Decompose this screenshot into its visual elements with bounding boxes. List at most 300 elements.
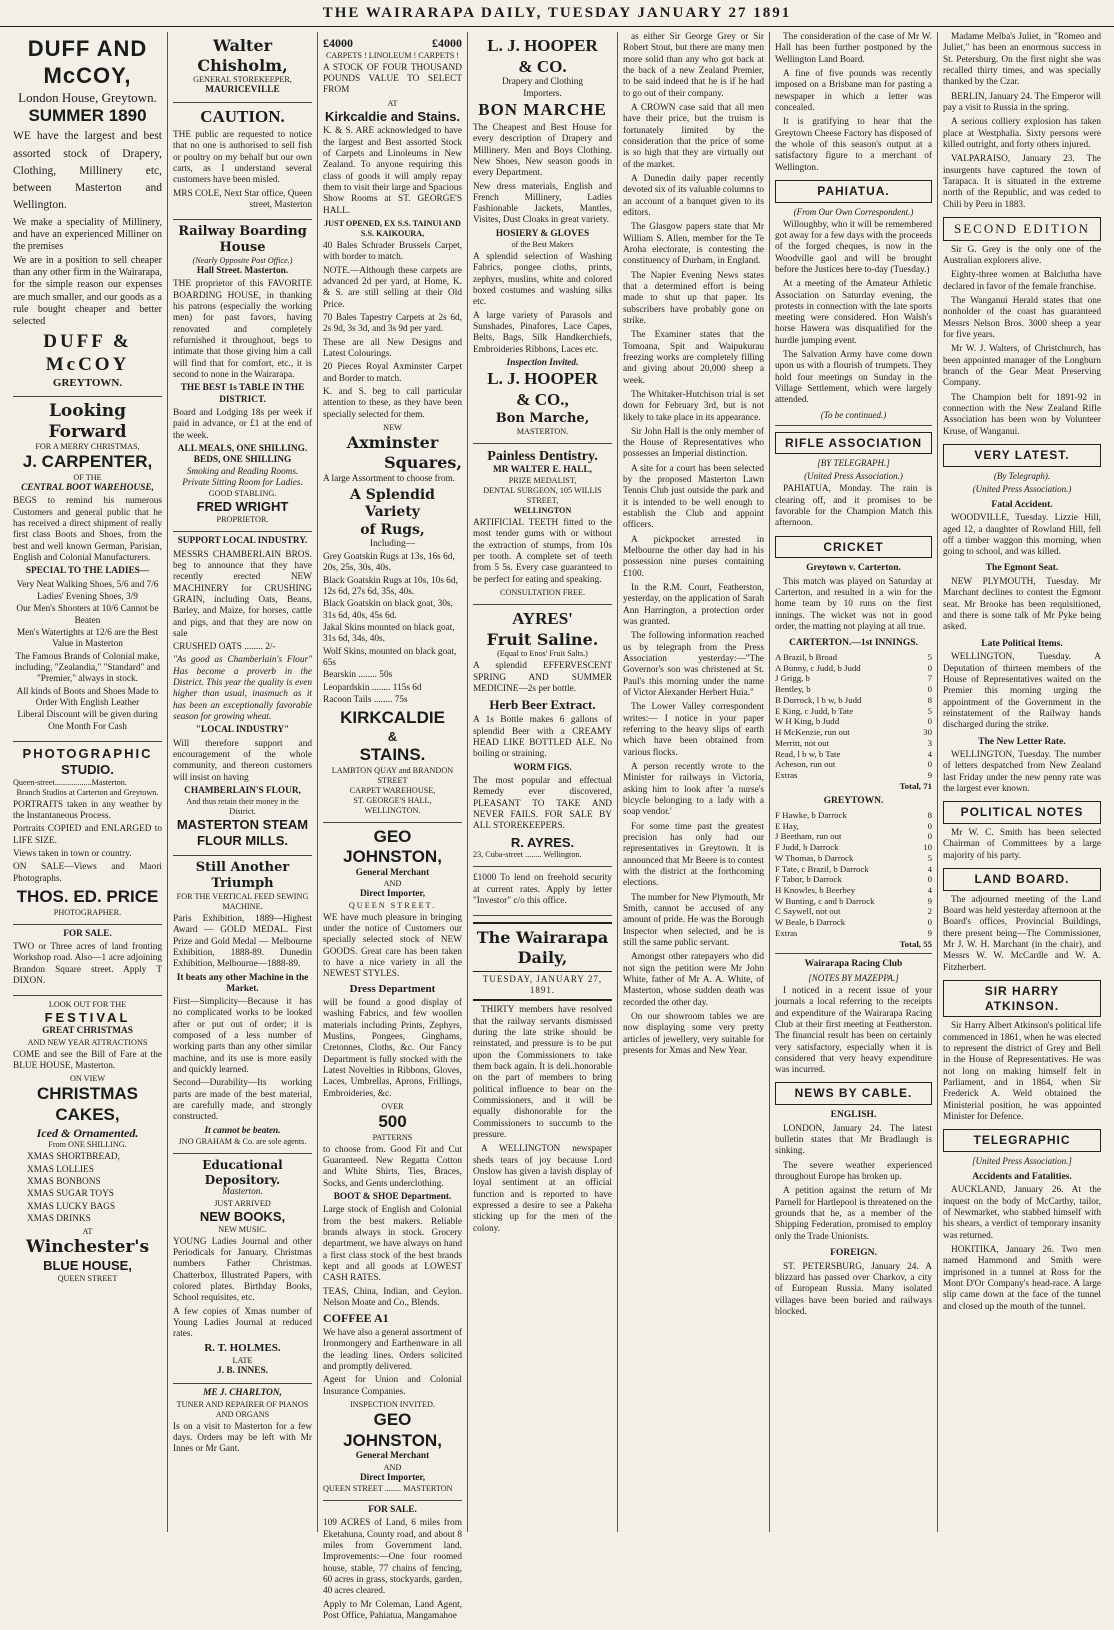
special-line: Very Neat Walking Shoes, 5/6 and 7/6 xyxy=(16,579,159,590)
score-row xyxy=(775,770,932,781)
including: Including— xyxy=(370,538,415,549)
ayres-ad xyxy=(473,605,612,867)
blue-house: BLUE HOUSE, xyxy=(43,1258,132,1274)
news-paragraph: At a meeting of the Amateur Athletic Association on Saturday evening, the protests in connection with the late sports meeting were considered. Hon Walsh's horse Hawera was disqualified for the hurdle jumping event. xyxy=(775,279,932,346)
hosiery: HOSIERY & GLOVES xyxy=(495,228,590,239)
xmas-item: XMAS BONBONS xyxy=(27,1177,101,1188)
runs: 8 xyxy=(927,694,932,705)
batsman: J Beetham, run out xyxy=(775,831,842,842)
duff-paragraph-3: We are in a position to sell cheaper than any other firm in the Wairarapa, for the simple reason our expenses are much smaller, and our goods as a rule bought cheaper and better selected xyxy=(13,255,162,327)
masterton: MASTERTON. xyxy=(516,426,569,436)
very-latest-upa: (United Press Association.) xyxy=(972,483,1072,494)
consultation: CONSULTATION FREE. xyxy=(499,588,585,598)
greytown-head: GREYTOWN. xyxy=(823,796,884,807)
teas: TEAS, China, Indian, and Ceylon. Nelson Moate and Co., Blends. xyxy=(323,1286,462,1308)
xmas-item: XMAS SHORTBREAD, xyxy=(27,1152,120,1163)
score-row xyxy=(775,749,932,760)
geo-and: AND xyxy=(383,879,402,889)
news-paragraph: Mr W. C. Smith has been selected Chairman of Committees by a large majority of his party. xyxy=(943,828,1101,861)
runs: 0 xyxy=(927,662,932,673)
price-right: £4000 xyxy=(432,36,462,50)
beats: It beats any other Machine in the Market. xyxy=(176,972,309,994)
chisholm-ad xyxy=(173,32,312,103)
geo-name: GEO JOHNSTON, xyxy=(343,826,442,867)
score-row xyxy=(775,716,932,727)
xmas-item: XMAS SUGAR TOYS xyxy=(27,1189,114,1200)
rifle-heading: RIFLE ASSOCIATION xyxy=(775,432,932,455)
newletter-heading: The New Letter Rate. xyxy=(978,736,1066,747)
bon-paragraph: The Cheapest and Best House for every description of Drapery and Millinery. Men and Boys Clothing. New Shoes, New season goods in every Department. xyxy=(473,122,612,179)
cannot-beaten: It cannot be beaten. xyxy=(204,1125,281,1136)
at-label: AT xyxy=(387,98,398,108)
news-paragraph: A petition against the return of Mr Parnell for Hartlepool is threatened on the grounds that he, as a member of the Shipping Federation, promised to employ only the Trade Unionists. xyxy=(775,1186,932,1242)
news-paragraph: A site for a court has been selected by the proposed Masterton Lawn Tennis Club just outside the park and it is intended to be well enough to establish the Club and appoint officers. xyxy=(623,463,764,531)
dress-dept: Dress Department xyxy=(349,982,436,995)
splendid-2: of Rugs, xyxy=(360,521,425,538)
batsman: F Judd, b Darrock xyxy=(775,842,839,853)
news-paragraph: A serious colliery explosion has taken place at Westphalia. Sixty persons were killed outright, and forty others injured. xyxy=(943,117,1101,150)
beats-paragraph: First—Simplicity—Because it has no complicated works to be looked after or put out of order; it is composed of a less number of working parts than any other similar machine, and its use is more easily and quickly learned. xyxy=(173,997,312,1076)
score-row xyxy=(775,917,932,928)
batsman: Extras xyxy=(775,927,798,938)
lend-paragraph: £1000 To lend on freehold security at current rates. Apply by letter "Investor" c/o this office. xyxy=(473,873,612,907)
foreign-heading: FOREIGN. xyxy=(830,1247,877,1258)
racing-heading: Wairarapa Racing Club xyxy=(804,959,903,970)
carpenter-paragraph: BEGS to remind his numerous Customers and general public that he has received a direct shipment of really first class Boots and Shoes, from the best and well known German, Parisian, English and Colonial Manufacturers. xyxy=(13,496,162,564)
news-paragraph: The Glasgow papers state that Mr William S. Allen, member for the Te Aroha electorate, is contesting the constituency of Durham, in England. xyxy=(623,222,764,267)
special-line: Liberal Discount will be given during One Month For Cash xyxy=(17,710,158,732)
runs: 4 xyxy=(927,885,932,895)
rug-item: Leopardskin ........ 115s 6d xyxy=(323,682,422,693)
batsman: B Dorrock, l b w, b Judd xyxy=(775,694,862,705)
batsman: C Saywell, not out xyxy=(775,906,841,917)
caution-signature: MRS COLE, Next Star office, Queen street, Masterton xyxy=(173,188,312,211)
runs: 7 xyxy=(927,673,932,684)
worm-figs: WORM FIGS. xyxy=(513,762,572,773)
duff-title: DUFF AND McCOY, xyxy=(27,36,148,88)
column-4 xyxy=(468,32,618,1532)
drapery: Drapery and Clothing xyxy=(501,77,584,88)
looking-forward: Looking Forward xyxy=(48,400,127,442)
hooper2-co: & CO., xyxy=(516,390,569,410)
boot-dept: BOOT & SHOE Department. xyxy=(333,1192,452,1203)
runs: 5 xyxy=(927,852,932,863)
cricket-heading: CRICKET xyxy=(775,536,932,559)
batsman: Extras xyxy=(775,769,798,780)
new-year: AND NEW YEAR ATTRACTIONS xyxy=(27,1037,148,1047)
batsman: A Bunny, c Judd, b Judd xyxy=(775,662,861,673)
special-line: Men's Watertights at 12/6 are the Best Value in Masterton xyxy=(16,628,159,650)
mills-1: MASTERTON STEAM xyxy=(176,817,309,833)
still-triumph: Still Another Triumph xyxy=(195,860,290,891)
batsman: Merritt, not out xyxy=(775,737,829,748)
railway-ad xyxy=(173,220,312,532)
dentistry-ad xyxy=(473,444,612,605)
score-row xyxy=(775,727,932,738)
young-paragraph: YOUNG Ladies Journal and other Periodicals for January. Christmas numbers Father Christmas. Chatterbox, Illustrated Papers, with colored plates. Birthday Books, School requisites, etc. xyxy=(173,1236,312,1304)
festival: FESTIVAL xyxy=(44,1010,131,1026)
runs: 0 xyxy=(927,684,932,695)
news-paragraph: LONDON, January 24. The latest bulletin states that Mr Bradlaugh is sinking. xyxy=(775,1123,932,1157)
winchester: Winchester's xyxy=(25,1237,150,1258)
english-heading: ENGLISH. xyxy=(830,1110,877,1121)
coffee-paragraph: We have also a general assortment of Ironmongery and Earthenware in all the leading lines. Orders solicited and promptly delivered. xyxy=(323,1327,462,1372)
caution-heading: CAUTION. xyxy=(200,107,285,127)
foreign-article xyxy=(775,1262,932,1319)
geo2-name: GEO JOHNSTON, xyxy=(343,1409,442,1450)
photo-p1: PORTRAITS taken in any weather by the Instantaneous Process. xyxy=(13,799,162,822)
equal: (Equal to Enos' Fruit Salts.) xyxy=(497,649,588,659)
score-row xyxy=(775,885,932,896)
batsman: H Knowles, b Beerbey xyxy=(775,885,856,895)
geo-queen: QUEEN STREET. xyxy=(348,900,437,910)
score-row xyxy=(775,759,932,770)
caution-paragraph: THE public are requested to notice that no one is authorised to sell fish or poultry on my behalf but our own carts, as I understand several customers have been misled. xyxy=(173,130,312,186)
price-name: THOS. ED. PRICE xyxy=(16,887,159,907)
charlton-name: ME J. CHARLTON, xyxy=(203,1388,282,1399)
duff-paragraph-2: We make a speciality of Millinery, and have an experienced Milliner on the premises xyxy=(13,216,162,252)
carpenter-name: J. CARPENTER, xyxy=(22,452,153,472)
charlton-paragraph: Is on a visit to Masterton for a few days. Orders may be left with Mr Innes or Mr Gant. xyxy=(173,1421,312,1455)
egmont-heading: The Egmont Seat. xyxy=(985,563,1059,574)
news-paragraph: HOKITIKA, January 26. Two men named Hammond and Smith were imprisoned in a tunnel at Ross for the Mont D'Or Company's head-race. A large slip came down at the face of the tunnel and closed up the mouth of the tunnel. xyxy=(943,1245,1101,1312)
wellington: WELLINGTON. xyxy=(364,805,421,815)
bon-marche: BON MARCHE xyxy=(478,100,607,120)
score-row xyxy=(775,842,932,853)
walter-town: MAURICEVILLE xyxy=(205,85,280,96)
tapestry: 70 Bales Tapestry Carpets at 2s 6d, 2s 9d, 3s 3d, and 3s 9d per yard. xyxy=(323,313,462,335)
very-latest: VERY LATEST. xyxy=(943,444,1101,467)
acres-paragraph: 109 ACRES of Land, 6 miles from Eketahuna, County road, and about 8 miles from Government land. Improvements:—One four roomed house, stable, 77 chains of fencing, 60 acres in grass, stockyards, garden, 40 acres cleared. xyxy=(323,1518,462,1597)
very-latest-tel: (By Telegraph). xyxy=(993,470,1051,481)
local-news xyxy=(623,32,764,1057)
support-paragraph: MESSRS CHAMBERLAIN BROS. beg to announce that they have recently erected NEW MACHINERY for CRUSHING GRAIN, including Oats, Beans, Barley, and Maize, for horses, cattle and pigs, and that they are now on sale xyxy=(173,549,312,639)
axminster-2: Squares, xyxy=(384,452,462,472)
cable-article xyxy=(775,1124,932,1243)
news-paragraph: Sir John Hall is the only member of the House of Representatives who possesses an Imperial distinction. xyxy=(623,426,764,460)
foreign-cont xyxy=(943,32,1101,211)
runs: 5 xyxy=(927,652,932,663)
special-ladies: SPECIAL TO THE LADIES— xyxy=(25,566,150,577)
acres-tail: Apply to Mr Coleman, Land Agent, Post Office, Pahiatua, Mangamahoe xyxy=(323,1599,462,1621)
innes: J. B. INNES. xyxy=(217,1365,268,1376)
fruit-paragraph: A splendid EFFERVESCENT SPRING AND SUMMER MEDICINE—2s per bottle. xyxy=(473,661,612,695)
edu-heading: Educational Depository. xyxy=(202,1158,283,1187)
at-label: AT xyxy=(82,1227,93,1237)
railway-meals: ALL MEALS, ONE SHILLING. BEDS, ONE SHILLING xyxy=(177,444,308,466)
walter-role: GENERAL STOREKEEPER, xyxy=(193,75,292,85)
news-paragraph: BERLIN, January 24. The Emperor will pay a visit to Russia in the spring. xyxy=(943,91,1101,113)
news-paragraph: The Napier Evening News states that a determined effort is being made to shut up that paper. Its subscribers have probably gone on strike. xyxy=(623,270,764,326)
duff-name: DUFF & McCOY xyxy=(43,331,132,376)
carpenter-ad xyxy=(13,397,162,742)
editorial-paragraph: A WELLINGTON newspaper sheds tears of joy because Lord Onslow has given a lavish display of loyal sentiment at an official function and is reported to have expressed a desire to see a Pakeha sticking up for the men of the colony. xyxy=(473,1144,612,1234)
geo2-direct: Direct Importer, xyxy=(359,1472,426,1483)
holmes: R. T. HOLMES. xyxy=(204,1342,281,1355)
photo-p4: ON SALE—Views and Maori Photographs. xyxy=(13,862,162,884)
pieces: 20 Pieces Royal Axminster Carpet and Border to match. xyxy=(323,362,462,384)
for-sale-ad xyxy=(13,925,162,997)
still-paragraph: Paris Exhibition, 1889—Highest Award — GOLD MEDAL. First Prize and Gold Medal — Melbourne Exhibition, 1888-89. Dunedin Exhibition, Melbourne—1888-89. xyxy=(173,913,312,970)
news-top xyxy=(775,32,932,174)
geo2-role: General Merchant xyxy=(355,1451,430,1462)
political-heading: Late Political Items. xyxy=(981,638,1063,649)
news-paragraph: I noticed in a recent issue of your journals a local referring to the receipts and expenditure of the Wairarapa Racing Club at their first meeting at Featherston. The financial result has been on certainly very satisfactory, especially when it is considered that very heavy expenditure was incurred. xyxy=(775,985,932,1076)
bon2: Bon Marche, xyxy=(495,410,590,426)
column-5 xyxy=(618,32,770,1532)
forsale-heading: FOR SALE. xyxy=(368,1505,417,1516)
batsman: W H King, b Judd xyxy=(775,716,840,727)
patterns: PATTERNS xyxy=(372,1132,413,1142)
photo-branch: Branch Studios at Carterton and Greytown. xyxy=(16,787,159,797)
runs: 0 xyxy=(927,820,932,831)
accidents-article xyxy=(943,1185,1101,1313)
axminster-1: Axminster xyxy=(346,433,439,453)
news-paragraph: WELLINGTON, Tuesday. The number of letters despatched from New Zealand last Friday under the new penny rate was the largest ever known. xyxy=(943,750,1101,795)
great-christmas: GREAT CHRISTMAS xyxy=(42,1026,133,1037)
batsman: W Thomas, b Darrock xyxy=(775,852,854,863)
batsman: H McKenzie, run out xyxy=(775,727,850,738)
news-paragraph: It is gratifying to hear that the Greytown Cheese Factory has disposed of the whole of this season's output at a satisfactory figure to a merchant of Wellington. xyxy=(775,117,932,173)
news-paragraph: The Wanganui Herald states that one nonholder of the coast has guaranteed Messrs Nelson Bros. 3000 sheep a year for five years. xyxy=(943,296,1101,341)
runs: 4 xyxy=(927,748,932,759)
news-paragraph: The number for New Plymouth, Mr Smith, cannot be accused of any amount of pride. He was the Borough Inspector when selected, and he is still the same public servant. xyxy=(623,892,764,948)
caution-ad xyxy=(173,103,312,220)
batsman: Read, l b w, b Tate xyxy=(775,748,841,759)
egmont-article xyxy=(943,577,1101,634)
rug-item: Wolf Skins, mounted on black goat, 65s xyxy=(323,646,457,668)
runs: 0 xyxy=(927,831,932,842)
lambton: LAMBTON QUAY and BRANDON STREET xyxy=(331,765,454,785)
continued: (To be continued.) xyxy=(820,409,887,420)
support-heading: SUPPORT LOCAL INDUSTRY. xyxy=(177,536,308,547)
pn-article xyxy=(943,828,1101,862)
runs: 9 xyxy=(927,927,932,938)
note: NOTE.—Although these carpets are advanced 2d per yard, at Home, K. & S. are still selling at their Old Price. xyxy=(323,265,462,310)
editorial-body xyxy=(473,1005,612,1235)
rug-item: Racoon Tails ........ 75s xyxy=(323,694,408,705)
news-cable-heading: NEWS BY CABLE. xyxy=(775,1082,932,1105)
carterton-head: CARTERTON.—1st INNINGS. xyxy=(789,638,918,649)
for-sale-paragraph: TWO or Three acres of land fronting Workshop road. Also—1 acre adjoining Brandon Square street. Apply T DIXON. xyxy=(13,942,162,987)
agent: Agent for Union and Colonial Insurance Companies. xyxy=(323,1375,462,1397)
batsman: Acheson, run out xyxy=(775,759,836,770)
inspection: Inspection Invited. xyxy=(506,358,579,369)
column-2 xyxy=(168,32,318,1532)
coffee: COFFEE A1 xyxy=(323,1311,389,1326)
news-paragraph: The adjourned meeting of the Land Board was held yesterday afternoon at the Board's offices, Provincial Buildings, there present being—The Commissioner, Mr J. W. H. Marchant (in the chair), and Messrs W. W. McCardle and W. A. Fitzherbert. xyxy=(943,894,1101,973)
railway-table: THE BEST 1s TABLE IN THE DISTRICT. xyxy=(180,383,305,405)
queen-street: QUEEN STREET xyxy=(57,1273,118,1283)
walter-hall: MR WALTER E. HALL, xyxy=(493,464,592,475)
news-paragraph: The Champion belt for 1891-92 in connection with the New Zealand Rifle Association has been won by Volunteer Kruse, of Wanganui. xyxy=(943,392,1101,437)
paper-title: The Wairarapa Daily, xyxy=(473,922,612,972)
mills-2: FLOUR MILLS. xyxy=(197,833,288,849)
column-7 xyxy=(938,32,1106,1532)
accidents-heading: Accidents and Fatalities. xyxy=(972,1171,1072,1182)
special-line: The Famous Brands of Colonial make, including, "Zealandia," "Standard" and "Premier," always in stock. xyxy=(14,651,161,685)
painless: Painless Dentistry. xyxy=(487,448,598,464)
greytown-scorecard xyxy=(775,810,932,939)
ayres-heading: AYRES' xyxy=(512,609,573,629)
news-paragraph: NEW PLYMOUTH, Tuesday. Mr Marchant declines to contest the Egmont seat. Mr Brooke has been requisitioned, and there is some talk of Mr Pyke being asked. xyxy=(943,577,1101,633)
runs: 9 xyxy=(927,769,932,780)
pahiatua-heading: PAHIATUA. xyxy=(775,180,932,203)
score-row xyxy=(775,896,932,907)
cricket-article xyxy=(775,577,932,634)
greytown-total: Total, 55 xyxy=(899,938,932,949)
editorial-paragraph: THIRTY members have resolved that the railway servants dismissed during the late strike should be reinstated, and pressure is to be put upon the Commissioners to take them back again. It is deli..honorable on the part of members to bring political influence to bear on the Commissioners, and it will be equally dishonorable for the Commissioners to succumb to the pressure. xyxy=(473,1005,612,1140)
score-row xyxy=(775,874,932,885)
score-row xyxy=(775,864,932,875)
news-paragraph: The severe weather experienced throughout Europe has broken up. xyxy=(775,1160,932,1182)
runs: 2 xyxy=(927,906,932,917)
score-row xyxy=(775,928,932,939)
carpenter-warehouse: CENTRAL BOOT WAREHOUSE, xyxy=(21,483,154,494)
cuba: 23, Cuba-street ........ Wellington. xyxy=(473,850,582,860)
christmas: CHRISTMAS xyxy=(36,1084,139,1104)
duff-mccoy-ad xyxy=(13,32,162,397)
railway-address: Hall Street. Masterton. xyxy=(196,266,289,277)
news-paragraph: This match was played on Saturday at Carterton, and resulted in a win for the home team by 10 runs on the first innings. The wicket was not in good order, the matting not playing at all true. xyxy=(775,576,932,633)
hooper2-name: L. J. HOOPER xyxy=(487,369,598,389)
xmas-item: XMAS LOLLIES xyxy=(27,1164,94,1175)
runs: 0 xyxy=(927,874,932,885)
runs: 3 xyxy=(927,737,932,748)
batsman: F Hawke, b Darrock xyxy=(775,809,847,820)
dress-paragraph: New dress materials, English and French Millinery, Ladies Fashionable Jackets, Mantles, Visites, Dust Cloaks in great variety. xyxy=(473,181,612,226)
dental-wellington: WELLINGTON xyxy=(513,506,572,516)
railway-board: Board and Lodging 18s per week if paid in advance, or £1 at the end of the week. xyxy=(173,408,312,441)
local-paragraph: Will therefore support and encouragement of the whole community, and thereon customers will insist on having xyxy=(173,738,312,783)
news-paragraph: For some time past the greatest precision has only had our representatives in Greytown. It is announced that Mr Beere is to contest with the district at the forthcoming elections. xyxy=(623,821,764,889)
batsman: F Tate, c Brazil, b Darrock xyxy=(775,863,869,874)
chamberlain-flour: CHAMBERLAIN'S FLOUR, xyxy=(184,786,301,797)
special-list xyxy=(13,580,162,733)
over: OVER xyxy=(381,1101,404,1111)
runs: 30 xyxy=(923,727,932,738)
political-notes: POLITICAL NOTES xyxy=(943,801,1101,824)
five-hundred: 500 xyxy=(378,1111,407,1131)
photo-p3: Views taken in town or country. xyxy=(13,849,132,860)
fatal-heading: Fatal Accident. xyxy=(991,499,1053,510)
for-sale-heading: FOR SALE. xyxy=(63,928,112,939)
acres-ad xyxy=(323,1501,462,1630)
pahiatua-article xyxy=(775,220,932,407)
newspaper-columns xyxy=(8,32,1106,1621)
news-paragraph: The following information reached us by telegraph from the Press Association yesterday:—"The Governor's son was christened at St. Paul's this morning under the name of Victor Alexander Herbert Huia." xyxy=(623,631,764,699)
batsman: W Beale, b Darrock xyxy=(775,917,846,928)
boot-paragraph: Large stock of English and Colonial from the best makers. Reliable brands always in stock. Grocery department, we have always on hand a first class stock of the best brands kept and all goods at LOWEST CASH RATES. xyxy=(323,1205,462,1284)
worm-paragraph: The most popular and effectual Remedy ever discovered, PLEASANT TO TAKE AND NEVER FAILS. FOR SALE BY ALL STOREKEEPERS. xyxy=(473,775,612,832)
batsman: J Grigg, b xyxy=(775,673,810,684)
sewing-machine-ad xyxy=(173,856,312,1154)
news-paragraph: A CROWN case said that all men have their price, but the truism is fortunately limited by the consideration that the price of some is so high that they are virtually out of the market. xyxy=(623,102,764,170)
rug-item: Bearskin ........ 50s xyxy=(323,670,393,681)
rugs-list xyxy=(323,552,462,706)
runs: 10 xyxy=(923,842,932,853)
large-paragraph: A large variety of Parasols and Sunshades, Pinafores, Lace Capes, Belts, Bags, Silk Handkerchiefs, Embroideries Ribbons, Laces etc. xyxy=(473,310,612,355)
batsman: E Hay, xyxy=(775,820,799,831)
rug-item: Black Goatskin on black goat, 30s, 31s 6d, 40s, 45s 6d. xyxy=(323,599,453,621)
new-music: NEW MUSIC. xyxy=(218,1224,267,1234)
paper-date: TUESDAY, JANUARY 27, 1891. xyxy=(473,972,612,1001)
local-industry: "LOCAL INDUSTRY" xyxy=(195,725,290,736)
news-paragraph: VALPARAISO, January 23. The insurgents have captured the town of Tarapaca. It is situated in the extreme north of the Republic, and was ceded to Chili by Peru in 1883. xyxy=(943,154,1101,210)
score-row xyxy=(775,821,932,832)
come-paragraph: COME and see the Bill of Fare at the BLUE HOUSE, Masterton. xyxy=(13,1049,162,1071)
cheap-paragraph: "As good as Chamberlain's Flour" Has become a proverb in the District. This year the quality is even higher than usual, inasmuch as it has been an exceptionally favorable season for growing wheat. xyxy=(173,655,312,723)
herb-beer: Herb Beer Extract. xyxy=(489,697,596,713)
score-row xyxy=(775,738,932,749)
stock-line: A STOCK OF FOUR THOUSAND POUNDS VALUE TO SELECT FROM xyxy=(323,62,462,96)
carpets-line: CARPETS ! LINOLEUM ! CARPETS ! xyxy=(325,50,460,60)
charlton-ad xyxy=(173,1384,312,1463)
dress-paragraph: will be found a good display of washing Fabrics, and few woollen materials including Prints, Zephyrs, Muslins, Pongees, Ginghams, Cretonnes, Cloths, &c. Our Fancy Department is fully stocked with the Latest Novelties in Ribbons, Gloves, Laces, Umbrellas, Aprons, Frillings, Embroideries, &c. xyxy=(323,998,462,1099)
batsman: F Tabor, b Darrock xyxy=(775,874,842,885)
splendid-1: A Splendid Variety xyxy=(350,487,435,521)
kirkcaldie-carpets-ad xyxy=(323,32,462,823)
score-row xyxy=(775,906,932,917)
carterton-scorecard xyxy=(775,652,932,781)
news-paragraph: The consideration of the case of Mr W. Hall has been further postponed by the Wellington Land Board. xyxy=(775,32,932,65)
sh-article xyxy=(943,1021,1101,1123)
score-row xyxy=(775,831,932,842)
column-3 xyxy=(318,32,468,1621)
k-specially: K. and S. beg to call particular attention to these, as they have been specially selected for them. xyxy=(323,387,462,420)
carpenter-of: OF THE xyxy=(73,473,102,483)
racing-note: [NOTES BY MAZEPPA.] xyxy=(808,972,899,983)
runs: 0 xyxy=(927,917,932,928)
carterton-total: Total, 71 xyxy=(899,780,932,791)
news-paragraph: A pickpocket arrested in Melbourne the other day had in his possession nine purses containing £100. xyxy=(623,534,764,579)
walter-name: Walter Chisholm, xyxy=(197,36,288,75)
news-paragraph: Amongst other ratepayers who did not sign the petition were Mr John White, father of Mr A. A. White, of Masterton, whose sudden death was recorded the other day. xyxy=(623,952,764,1008)
for-the: FOR THE VERTICAL FEED SEWING MACHINE. xyxy=(176,891,309,911)
news-paragraph: ST. PETERSBURG, January 24. A blizzard has passed over Charkov, a city of European Russia. Many isolated villages have been buried and railways blocked. xyxy=(775,1261,932,1317)
ks-paragraph: K. & S. ARE acknowledged to have the largest and Best assorted Stock of Carpets and Linoleums in New Zealand. To anyone requiring this class of goods it will amply repay them to visit their large and Spacious Show Rooms at ST. GEORGE'S HALL. xyxy=(323,126,462,216)
xmas-list xyxy=(13,1152,162,1225)
tel-upa: [United Press Association.] xyxy=(972,1155,1072,1166)
photo-studio: STUDIO. xyxy=(61,761,114,777)
price-left: £4000 xyxy=(323,36,353,50)
news-paragraph: as either Sir George Grey or Sir Robert Stout, but there are many men more solid than any who got back at the back of a new Zealand Premier, to be said indeed that he is if he had to go out of their company. xyxy=(623,32,764,99)
just-arrived: JUST ARRIVED xyxy=(214,1198,271,1208)
news-paragraph: A person recently wrote to the Minister for railways in Victoria, asking him to look after 'a nurse's bicycle belonging to a lady with a soap vendor.' xyxy=(623,762,764,818)
importers: Importers. xyxy=(523,88,562,99)
geo2-and: AND xyxy=(383,1462,402,1472)
batsman: Bentley, b xyxy=(775,684,811,695)
price-row xyxy=(323,36,462,51)
geo-direct: Direct Importer, xyxy=(359,889,426,900)
xmas-item: XMAS LUCKY BAGS xyxy=(27,1201,115,1212)
news-paragraph: In the R.M. Court, Featherston, yesterday, on the application of Sarah Ann Harrington, a protection order was granted. xyxy=(623,583,764,628)
score-row xyxy=(775,663,932,674)
rug-item: Black Goatskin Rugs at 10s, 10s 6d, 12s 6d, 27s 6d, 35s, 40s. xyxy=(323,575,458,597)
hooper-name: L. J. HOOPER xyxy=(487,36,598,55)
photo-heading: PHOTOGRAPHIC xyxy=(22,746,153,762)
rug-item: Grey Goatskin Rugs at 13s, 16s 6d, 20s, 25s, 30s, 40s. xyxy=(323,551,455,574)
rifle-upa: (United Press Association.) xyxy=(804,471,903,482)
news-paragraph: Mr W. J. Walters, of Christchurch, has been appointed manager of the Longburn branch of the Gear Meat Preserving Company. xyxy=(943,344,1101,389)
geo-paragraph: WE have much pleasure in bringing under the notice of Customers our specially selected stock of NEW GOODS. Great care has been taken to have a nice variety in all the NEWEST STYLES. xyxy=(323,912,462,980)
sir-harry: SIR HARRY ATKINSON. xyxy=(943,980,1101,1017)
batsman: E King, c Judd, b Tate xyxy=(775,705,854,716)
photo-address: Queen-street..................Masterton. xyxy=(13,777,127,787)
designs: These are all New Designs and Latest Colourings. xyxy=(323,337,462,360)
dental: DENTAL SURGEON, 105 WILLIS STREET, xyxy=(483,486,602,506)
geo-johnston-ad xyxy=(323,823,462,1502)
